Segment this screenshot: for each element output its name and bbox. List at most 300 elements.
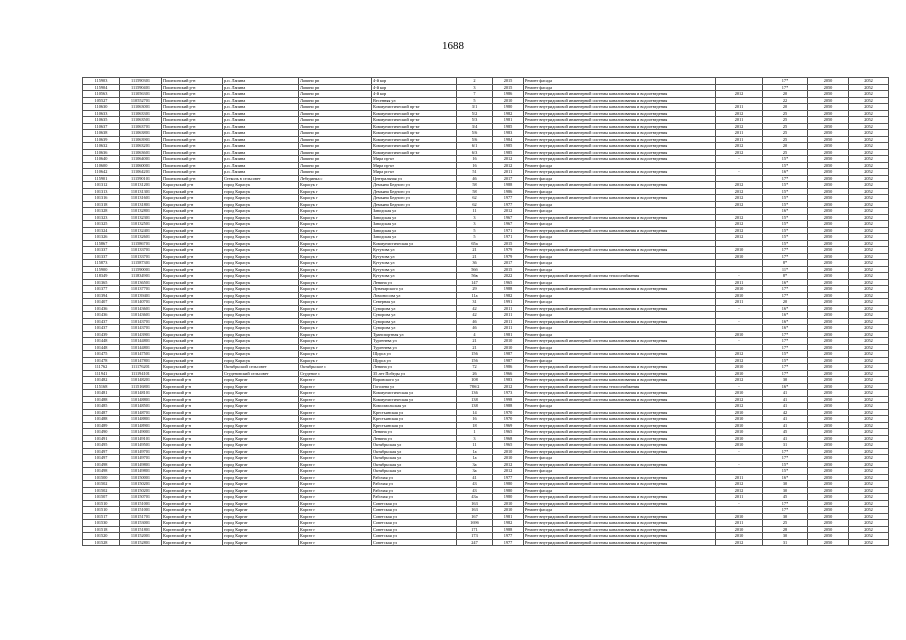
cell-street: Демьяна Бедного ул [372, 182, 457, 189]
cell-settlement: Карасук г [299, 214, 372, 221]
cell-house: 2 [457, 78, 493, 85]
cell-end-year: 2052 [849, 461, 889, 468]
cell-house: 3 [457, 221, 493, 228]
cell-period: 16* [763, 318, 808, 325]
cell-year-built: 1968 [493, 435, 524, 442]
cell-code: 111063701 [120, 123, 162, 130]
cell-year-built: 1979 [493, 253, 524, 260]
cell-street: Суворова ул [372, 305, 457, 312]
cell-id: 101498 [83, 461, 120, 468]
cell-municipality: город Каргат [223, 520, 299, 527]
cell-start-year: 2050 [808, 188, 849, 195]
cell-code: 110143601 [120, 312, 162, 319]
cell-municipality: город Карасук [223, 325, 299, 332]
cell-end-year: 2052 [849, 299, 889, 306]
cell-work-type: Ремонт фасада [524, 201, 716, 208]
cell-municipality: город Каргат [223, 494, 299, 501]
cell-year-built: 2012 [493, 461, 524, 468]
cell-district: Каргатский р-н [162, 481, 223, 488]
cell-house: 1 [457, 429, 493, 436]
cell-district: Пошехонский р-н [162, 175, 223, 182]
cell-municipality: город Каргат [223, 461, 299, 468]
cell-house: 36 [457, 260, 493, 267]
cell-id: 115168 [83, 383, 120, 390]
cell-house: 18 [457, 422, 493, 429]
cell-period: 25 [763, 130, 808, 137]
cell-period: 25 [763, 136, 808, 143]
cell-settlement: Лапино рп [299, 149, 372, 156]
cell-year-built: 1966 [493, 370, 524, 377]
cell-end-year: 2052 [849, 435, 889, 442]
cell-street: Советская ул [372, 526, 457, 533]
cell-period: 15* [763, 188, 808, 195]
cell-id: 110633 [83, 110, 120, 117]
cell-district: Карасукский р-н [162, 266, 223, 273]
cell-code: 110149701 [120, 448, 162, 455]
cell-work-type: Ремонт внутридомовой инженерной системы теплоснабжения [524, 273, 716, 280]
cell-work-type: Ремонт фасада [524, 279, 716, 286]
cell-code: 110137701 [120, 286, 162, 293]
cell-house: 167 [457, 513, 493, 520]
cell-period: 16* [763, 474, 808, 481]
cell-district: Карасукский р-н [162, 325, 223, 332]
cell-settlement: Карасук г [299, 305, 372, 312]
cell-settlement: Лапино рп [299, 117, 372, 124]
cell-settlement: Лапино рп [299, 84, 372, 91]
cell-start-year: 2050 [808, 247, 849, 254]
cell-house: 163 [457, 500, 493, 507]
cell-settlement: Карасук г [299, 286, 372, 293]
cell-period: 30 [763, 513, 808, 520]
cell-start-year: 2050 [808, 201, 849, 208]
cell-code: 110151001 [120, 500, 162, 507]
cell-street: Заводская ул [372, 234, 457, 241]
cell-settlement: Каргат г [299, 461, 372, 468]
cell-end-year: 2052 [849, 130, 889, 137]
cell-code: 111590001 [120, 266, 162, 273]
cell-end-year: 2052 [849, 364, 889, 371]
cell-id: 101475 [83, 351, 120, 358]
cell-work-type: Ремонт внутридомовой инженерной системы канализования и водоотведения [524, 370, 716, 377]
cell-year-built: 1965 [493, 429, 524, 436]
cell-period: 15* [763, 357, 808, 364]
cell-year-built: 1977 [493, 539, 524, 546]
cell-district: Карасукский р-н [162, 357, 223, 364]
cell-end-year: 2052 [849, 110, 889, 117]
cell-house: 3 [457, 84, 493, 91]
cell-period: 16* [763, 305, 808, 312]
cell-district: Пошехонский р-н [162, 162, 223, 169]
cell-period: 41 [763, 435, 808, 442]
cell-year-built: 2010 [493, 455, 524, 462]
cell-house: 5/6 [457, 130, 493, 137]
cell-period: 31 [763, 539, 808, 546]
cell-start-year: 2050 [808, 91, 849, 98]
cell-street: Суворова ул [372, 312, 457, 319]
cell-end-year: 2052 [849, 123, 889, 130]
cell-code: 110131601 [120, 195, 162, 202]
cell-id: 101528 [83, 539, 120, 546]
cell-street: Ленина ул [372, 279, 457, 286]
cell-work-type: Ремонт внутридомовой инженерной системы канализования и водоотведения [524, 227, 716, 234]
cell-settlement: Каргат г [299, 409, 372, 416]
cell-period: 16* [763, 312, 808, 319]
cell-house: 14 [457, 409, 493, 416]
cell-house: 3/4 [457, 123, 493, 130]
cell-settlement: Каргат г [299, 416, 372, 423]
cell-work-type: Ремонт внутридомовой инженерной системы канализования и водоотведения [524, 500, 716, 507]
cell-id: 110632 [83, 143, 120, 150]
cell-district: Пошехонский р-н [162, 136, 223, 143]
cell-code: 111834901 [120, 273, 162, 280]
cell-year-built: 1982 [493, 520, 524, 527]
cell-municipality: город Карасук [223, 253, 299, 260]
cell-district: Карасукский р-н [162, 214, 223, 221]
cell-house: 138 [457, 403, 493, 410]
cell-id: 101485 [83, 403, 120, 410]
cell-id: 101337 [83, 253, 120, 260]
cell-id: 110642 [83, 169, 120, 176]
cell-municipality: р.п. Лапина [223, 143, 299, 150]
cell-settlement: Карасук г [299, 318, 372, 325]
cell-district: Карасукский р-н [162, 331, 223, 338]
cell-street: Заводская ул [372, 214, 457, 221]
cell-period: 17* [763, 507, 808, 514]
cell-district: Каргатский р-н [162, 383, 223, 390]
cell-year-built: 2015 [493, 266, 524, 273]
cell-period: 25 [763, 117, 808, 124]
cell-municipality: р.п. Лапина [223, 169, 299, 176]
cell-start-year: 2050 [808, 305, 849, 312]
cell-district: Каргатский р-н [162, 526, 223, 533]
cell-work-type: Ремонт внутридомовой инженерной системы канализования и водоотведения [524, 247, 716, 254]
cell-period: 30 [763, 533, 808, 540]
cell-work-type: Ремонт фасада [524, 208, 716, 215]
cell-settlement: Карасук г [299, 325, 372, 332]
cell-end-year: 2052 [849, 377, 889, 384]
cell-id: 110637 [83, 123, 120, 130]
cell-municipality: город Каргат [223, 474, 299, 481]
cell-start-year: 2050 [808, 468, 849, 475]
cell-street: Мира рп-кт [372, 169, 457, 176]
cell-id: 101448 [83, 344, 120, 351]
cell-id: 101491 [83, 435, 120, 442]
cell-municipality: город Карасук [223, 247, 299, 254]
cell-settlement: Каргат г [299, 448, 372, 455]
cell-start-year: 2050 [808, 481, 849, 488]
cell-municipality: город Карасук [223, 292, 299, 299]
cell-last-repair: 2012 [716, 195, 763, 202]
cell-district: Карасукский р-н [162, 370, 223, 377]
cell-code: 110151001 [120, 507, 162, 514]
cell-house: 173 [457, 533, 493, 540]
cell-last-repair: - [716, 448, 763, 455]
cell-end-year: 2052 [849, 273, 889, 280]
cell-code: 110147501 [120, 351, 162, 358]
cell-house: 56б [457, 266, 493, 273]
cell-district: Каргатский р-н [162, 396, 223, 403]
cell-municipality: город Карасук [223, 299, 299, 306]
cell-settlement: Карасук г [299, 221, 372, 228]
cell-district: Каргатский р-н [162, 494, 223, 501]
cell-district: Пошехонский р-н [162, 97, 223, 104]
cell-start-year: 2050 [808, 162, 849, 169]
cell-last-repair: 2012 [716, 149, 763, 156]
cell-period: 17* [763, 448, 808, 455]
cell-house: 42 [457, 305, 493, 312]
cell-street: Тургенева ул [372, 344, 457, 351]
cell-id: 101478 [83, 357, 120, 364]
cell-house: 51 [457, 169, 493, 176]
cell-work-type: Ремонт фасада [524, 234, 716, 241]
cell-start-year: 2050 [808, 390, 849, 397]
cell-settlement: Каргат г [299, 533, 372, 540]
cell-settlement: Лапино рп [299, 97, 372, 104]
cell-municipality: город Каргат [223, 435, 299, 442]
cell-period: 11* [763, 266, 808, 273]
cell-work-type: Ремонт внутридомовой инженерной системы канализования и водоотведения [524, 409, 716, 416]
cell-last-repair: 2012 [716, 403, 763, 410]
cell-municipality: город Карасук [223, 182, 299, 189]
cell-period: 15* [763, 351, 808, 358]
cell-code: 110132601 [120, 234, 162, 241]
cell-start-year: 2050 [808, 494, 849, 501]
cell-street: Коммунистическая ул [372, 396, 457, 403]
cell-work-type: Ремонт внутридомовой инженерной системы канализования и водоотведения [524, 214, 716, 221]
cell-last-repair: 2012 [716, 123, 763, 130]
cell-district: Каргатский р-н [162, 455, 223, 462]
cell-last-repair: 2011 [716, 136, 763, 143]
cell-year-built: 2012 [493, 468, 524, 475]
cell-street: Демьяна Бедного ул [372, 201, 457, 208]
cell-settlement: Карасук г [299, 279, 372, 286]
cell-street: Советская ул [372, 533, 457, 540]
cell-district: Каргатский р-н [162, 474, 223, 481]
cell-settlement: Каргат г [299, 403, 372, 410]
cell-municipality: р.п. Лапина [223, 162, 299, 169]
cell-code: 110148101 [120, 390, 162, 397]
cell-house: 136 [457, 390, 493, 397]
cell-start-year: 2050 [808, 429, 849, 436]
cell-street: Северная ул [372, 299, 457, 306]
cell-district: Карасукский р-н [162, 260, 223, 267]
cell-last-repair: 2010 [716, 390, 763, 397]
cell-end-year: 2052 [849, 149, 889, 156]
cell-street: Советская ул [372, 520, 457, 527]
cell-end-year: 2052 [849, 513, 889, 520]
cell-municipality: р.п. Лапина [223, 117, 299, 124]
cell-work-type: Ремонт внутридомовой инженерной системы канализования и водоотведения [524, 396, 716, 403]
cell-settlement: Каргат г [299, 455, 372, 462]
cell-municipality: город Карасук [223, 318, 299, 325]
cell-end-year: 2052 [849, 78, 889, 85]
cell-period: 25 [763, 520, 808, 527]
cell-municipality: город Каргат [223, 500, 299, 507]
cell-municipality: город Карасук [223, 208, 299, 215]
cell-district: Карасукский р-н [162, 188, 223, 195]
cell-street: Ленина ул [372, 429, 457, 436]
cell-id: 101498 [83, 468, 120, 475]
cell-year-built: 1967 [493, 221, 524, 228]
cell-district: Пошехонский р-н [162, 123, 223, 130]
cell-house: 46 [457, 325, 493, 332]
cell-district: Карасукский р-н [162, 286, 223, 293]
cell-id: 101518 [83, 526, 120, 533]
cell-year-built: 2010 [493, 344, 524, 351]
cell-start-year: 2050 [808, 461, 849, 468]
cell-district: Каргатский р-н [162, 500, 223, 507]
cell-municipality: город Каргат [223, 390, 299, 397]
cell-start-year: 2050 [808, 260, 849, 267]
cell-settlement: Октябрьское с [299, 364, 372, 371]
cell-municipality: город Каргат [223, 383, 299, 390]
cell-work-type: Ремонт внутридомовой инженерной системы канализования и водоотведения [524, 448, 716, 455]
cell-end-year: 2052 [849, 240, 889, 247]
cell-house: 21 [457, 344, 493, 351]
cell-start-year: 2050 [808, 325, 849, 332]
cell-municipality: р.п. Лапина [223, 156, 299, 163]
cell-work-type: Ремонт внутридомовой инженерной системы канализования и водоотведения [524, 195, 716, 202]
cell-period: 17* [763, 455, 808, 462]
cell-end-year: 2052 [849, 292, 889, 299]
cell-municipality: р.п. Лапина [223, 149, 299, 156]
cell-municipality: р.п. Лапина [223, 123, 299, 130]
cell-start-year: 2050 [808, 442, 849, 449]
cell-last-repair: 2011 [716, 130, 763, 137]
cell-house: 46 [457, 318, 493, 325]
cell-start-year: 2050 [808, 227, 849, 234]
cell-district: Пошехонский р-н [162, 84, 223, 91]
cell-district: Карасукский р-н [162, 279, 223, 286]
cell-municipality: город Карасук [223, 240, 299, 247]
cell-last-repair: 2012 [716, 227, 763, 234]
cell-work-type: Ремонт внутридомовой инженерной системы канализования и водоотведения [524, 318, 716, 325]
cell-id: 101323 [83, 214, 120, 221]
cell-work-type: Ремонт внутридомовой инженерной системы канализования и водоотведения [524, 351, 716, 358]
cell-municipality: город Каргат [223, 507, 299, 514]
cell-end-year: 2052 [849, 84, 889, 91]
cell-start-year: 2050 [808, 130, 849, 137]
cell-house: 43 [457, 487, 493, 494]
cell-period: 41 [763, 422, 808, 429]
cell-period: 17* [763, 84, 808, 91]
cell-street: 4-й кор [372, 91, 457, 98]
cell-house: 78б/2 [457, 383, 493, 390]
cell-settlement: Карасук г [299, 351, 372, 358]
cell-house: 156 [457, 357, 493, 364]
cell-start-year: 2050 [808, 403, 849, 410]
cell-start-year: 2050 [808, 416, 849, 423]
cell-work-type: Ремонт внутридомовой инженерной системы канализования и водоотведения [524, 136, 716, 143]
cell-period: 17* [763, 344, 808, 351]
cell-settlement: Лапино рп [299, 156, 372, 163]
cell-work-type: Ремонт фасада [524, 240, 716, 247]
cell-code: 111064201 [120, 169, 162, 176]
cell-start-year: 2050 [808, 234, 849, 241]
cell-last-repair: 2012 [716, 377, 763, 384]
cell-id: 115867 [83, 240, 120, 247]
cell-period: 41 [763, 403, 808, 410]
cell-year-built: 1981 [493, 117, 524, 124]
cell-start-year: 2050 [808, 331, 849, 338]
cell-street: 4-й кор [372, 78, 457, 85]
cell-start-year: 2050 [808, 409, 849, 416]
cell-id: 101507 [83, 494, 120, 501]
cell-street: Коммунистический пр-кт [372, 104, 457, 111]
cell-end-year: 2052 [849, 357, 889, 364]
cell-code: 110149001 [120, 429, 162, 436]
cell-last-repair: 2012 [716, 487, 763, 494]
cell-code: 111586701 [120, 240, 162, 247]
cell-id: 111941 [83, 370, 120, 377]
cell-end-year: 2052 [849, 312, 889, 319]
cell-year-built: 1967 [493, 214, 524, 221]
cell-id: 110636 [83, 149, 120, 156]
cell-period: 17* [763, 370, 808, 377]
cell-last-repair: 2010 [716, 370, 763, 377]
cell-settlement: Карасук г [299, 208, 372, 215]
cell-last-repair: 2012 [716, 396, 763, 403]
cell-end-year: 2052 [849, 253, 889, 260]
cell-start-year: 2050 [808, 338, 849, 345]
cell-street: Рабочая ул [372, 474, 457, 481]
cell-street: Коммунистический пр-кт [372, 130, 457, 137]
cell-year-built: 2017 [493, 175, 524, 182]
cell-end-year: 2052 [849, 422, 889, 429]
cell-period: 15* [763, 234, 808, 241]
cell-last-repair: 2012 [716, 357, 763, 364]
cell-house: 21 [457, 338, 493, 345]
cell-year-built: 2011 [493, 325, 524, 332]
cell-district: Карасукский р-н [162, 351, 223, 358]
cell-district: Карасукский р-н [162, 299, 223, 306]
cell-work-type: Ремонт внутридомовой инженерной системы канализования и водоотведения [524, 377, 716, 384]
cell-work-type: Ремонт внутридомовой инженерной системы канализования и водоотведения [524, 286, 716, 293]
cell-street: Крестьянская ул [372, 409, 457, 416]
cell-settlement: Карасук г [299, 253, 372, 260]
cell-work-type: Ремонт внутридомовой инженерной системы канализования и водоотведения [524, 182, 716, 189]
cell-settlement: Каргат г [299, 422, 372, 429]
cell-street: Щорса ул [372, 351, 457, 358]
cell-work-type: Ремонт внутридомовой инженерной системы канализования и водоотведения [524, 91, 716, 98]
cell-code: 110149101 [120, 435, 162, 442]
cell-end-year: 2052 [849, 260, 889, 267]
cell-year-built: 1971 [493, 227, 524, 234]
cell-last-repair: 2012 [716, 539, 763, 546]
cell-end-year: 2052 [849, 481, 889, 488]
cell-work-type: Ремонт внутридомовой инженерной системы канализования и водоотведения [524, 390, 716, 397]
cell-year-built: 1981 [493, 513, 524, 520]
cell-street: Советская ул [372, 507, 457, 514]
cell-code: 110143701 [120, 325, 162, 332]
cell-code: 110150201 [120, 481, 162, 488]
cell-code: 111056301 [120, 91, 162, 98]
cell-code: 110153001 [120, 520, 162, 527]
cell-house: 65а [457, 240, 493, 247]
cell-street: Щорса ул [372, 357, 457, 364]
cell-district: Каргатский р-н [162, 442, 223, 449]
cell-street: Заводская ул [372, 208, 457, 215]
cell-end-year: 2052 [849, 507, 889, 514]
cell-work-type: Ремонт внутридомовой инженерной системы канализования и водоотведения [524, 156, 716, 163]
cell-code: 111063601 [120, 149, 162, 156]
cell-period: 17* [763, 338, 808, 345]
cell-work-type: Ремонт фасада [524, 455, 716, 462]
cell-district: Каргатский р-н [162, 377, 223, 384]
cell-settlement: Каргат г [299, 383, 372, 390]
cell-municipality: р.п. Лапина [223, 104, 299, 111]
cell-id: 101325 [83, 221, 120, 228]
